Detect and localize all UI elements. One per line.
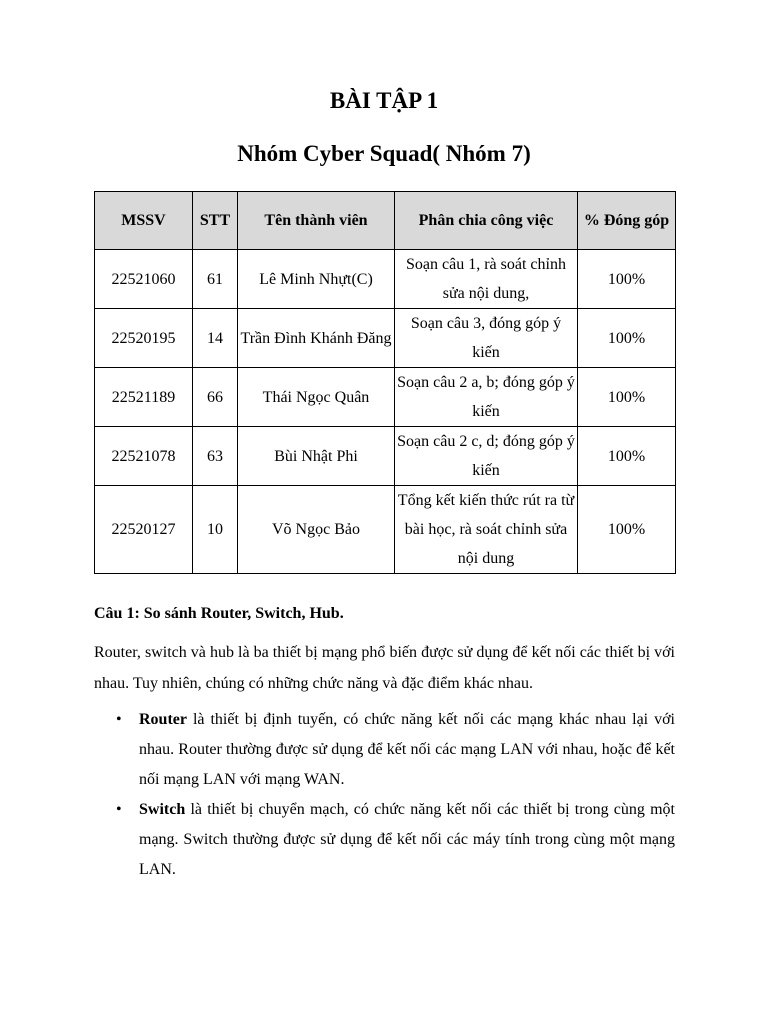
- cell-stt: 10: [193, 486, 238, 574]
- cell-stt: 63: [193, 427, 238, 486]
- cell-member-name: Trần Đình Khánh Đăng: [238, 309, 395, 368]
- section-heading: Câu 1: So sánh Router, Switch, Hub.: [94, 605, 344, 622]
- bullet-icon: •: [116, 711, 122, 728]
- table-row: [95, 368, 676, 427]
- cell-mssv: 22520127: [95, 486, 193, 574]
- cell-task: Soạn câu 2 a, b; đóng góp ý kiến: [395, 368, 578, 427]
- cell-stt: 61: [193, 250, 238, 309]
- cell-task: Soạn câu 3, đóng góp ý kiến: [395, 309, 578, 368]
- table-row: [95, 250, 676, 309]
- bullet-icon: •: [116, 801, 122, 818]
- list-item: [94, 795, 675, 885]
- cell-mssv: 22520195: [95, 309, 193, 368]
- header-task: Phân chia công việc: [395, 192, 578, 250]
- cell-mssv: 22521060: [95, 250, 193, 309]
- header-contribution: % Đóng góp: [578, 192, 676, 250]
- document-subtitle: Nhóm Cyber Squad( Nhóm 7): [237, 141, 531, 166]
- cell-contribution: 100%: [578, 486, 676, 574]
- header-stt: STT: [193, 192, 238, 250]
- cell-member-name: Võ Ngọc Bảo: [238, 486, 395, 574]
- bullet-list: [94, 705, 675, 885]
- cell-contribution: 100%: [578, 427, 676, 486]
- cell-member-name: Thái Ngọc Quân: [238, 368, 395, 427]
- cell-member-name: Bùi Nhật Phi: [238, 427, 395, 486]
- table-row: [95, 309, 676, 368]
- bullet-term: Switch: [139, 801, 186, 818]
- intro-paragraph: Router, switch và hub là ba thiết bị mạng phổ biến được sử dụng để kết nối các thiết bị với nhau. Tuy nhiên, chúng có những chức năng và đặc điểm khác nhau.: [94, 644, 675, 692]
- bullet-text: là thiết bị định tuyến, có chức năng kết nối các mạng khác nhau lại với nhau. Router thường được sử dụng để kết nối các mạng LAN với nhau, hoặc để kết nối mạng LAN với mạng WAN.: [139, 711, 675, 788]
- header-mssv: MSSV: [95, 192, 193, 250]
- members-table: [94, 191, 676, 574]
- cell-task: Tổng kết kiến thức rút ra từ bài học, rà soát chỉnh sửa nội dung: [395, 486, 578, 574]
- cell-mssv: 22521078: [95, 427, 193, 486]
- cell-contribution: 100%: [578, 368, 676, 427]
- cell-task: Soạn câu 1, rà soát chỉnh sửa nội dung,: [395, 250, 578, 309]
- cell-member-name: Lê Minh Nhựt(C): [238, 250, 395, 309]
- table-row: [95, 486, 676, 574]
- list-item: [94, 705, 675, 795]
- cell-contribution: 100%: [578, 250, 676, 309]
- table-row: [95, 427, 676, 486]
- bullet-term: Router: [139, 711, 187, 728]
- header-member-name: Tên thành viên: [238, 192, 395, 250]
- table-header-row: [95, 192, 676, 250]
- cell-stt: 66: [193, 368, 238, 427]
- document-title: BÀI TẬP 1: [329, 88, 439, 113]
- cell-stt: 14: [193, 309, 238, 368]
- cell-contribution: 100%: [578, 309, 676, 368]
- cell-mssv: 22521189: [95, 368, 193, 427]
- bullet-text: là thiết bị chuyển mạch, có chức năng kết nối các thiết bị trong cùng một mạng. Switch thường được sử dụng để kết nối các máy tính trong cùng một mạng LAN.: [139, 801, 675, 878]
- cell-task: Soạn câu 2 c, d; đóng góp ý kiến: [395, 427, 578, 486]
